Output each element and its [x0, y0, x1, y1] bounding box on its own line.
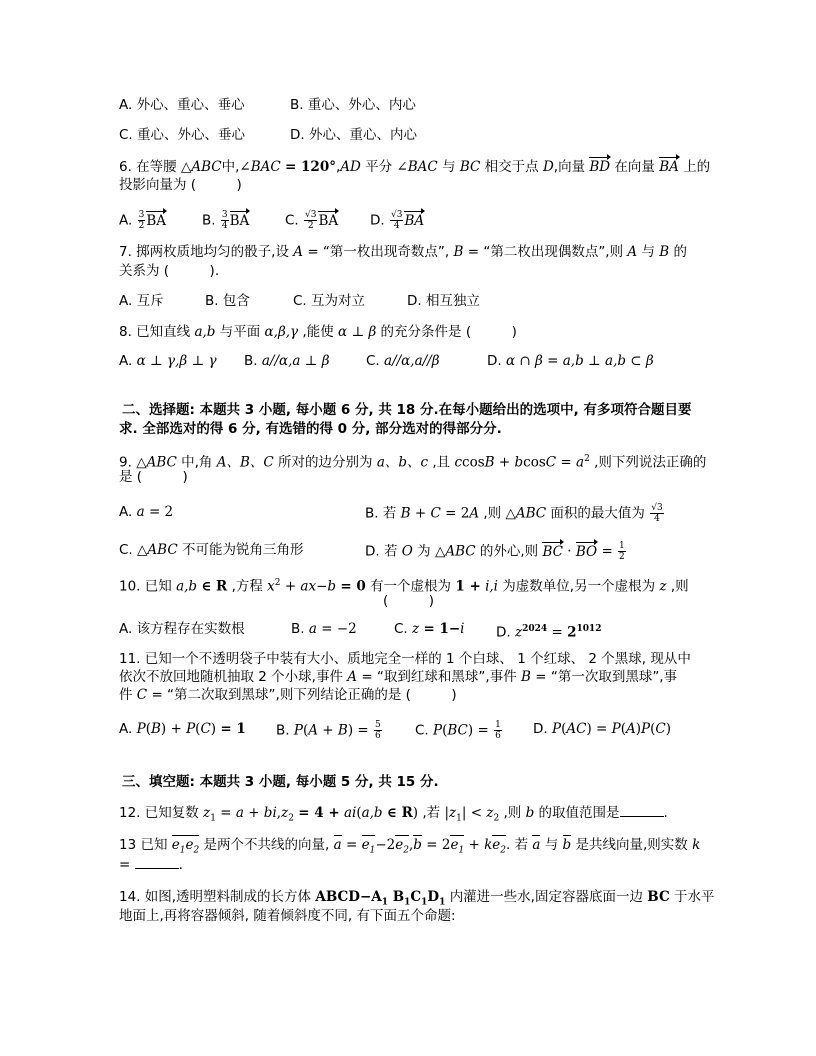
section2-heading-line1: 二、选择题: 本题共 3 小题, 每小题 6 分, 共 18 分.在每小题给出的选项中, 有多项符合题目要 — [122, 402, 692, 418]
q13-answer-blank — [135, 856, 179, 869]
q10-stem-line2: ( ) — [383, 593, 435, 609]
q7-option-c: C. 互为对立 — [293, 293, 366, 309]
q10-option-c: C. z = 1−i — [394, 621, 465, 637]
q8-option-a: A. α ⊥ γ,β ⊥ γ — [119, 353, 217, 369]
q6-stem-line2: 投影向量为 ( ) — [119, 177, 242, 193]
q13-stem-line2: = . — [119, 857, 183, 873]
q9-option-c: C. △ABC 不可能为锐角三角形 — [119, 542, 304, 558]
q11-option-b: B. P(A + B) = $\frac{5}{6}$ — [276, 720, 381, 741]
q9-stem-line2: 是 ( ) — [119, 469, 188, 485]
q7-option-a: A. 互斥 — [119, 293, 164, 309]
q11-option-c: C. P(BC) = $\frac{1}{6}$ — [415, 720, 501, 741]
q7-stem-line1: 7. 掷两枚质地均匀的骰子,设 A = “第一枚出现奇数点”, B = “第二枚出现偶数点”,则 A 与 B 的 — [119, 244, 687, 260]
q10-option-a: A. 该方程存在实数根 — [119, 621, 245, 637]
q8-option-b: B. a//α,a ⊥ β — [244, 353, 330, 369]
q14-stem-line2: 地面上,再将容器倾斜, 随着倾斜度不同, 有下面五个命题: — [119, 908, 456, 924]
q5-option-d: D. 外心、重心、内心 — [290, 127, 417, 143]
q6-option-a: A. $\frac{3}{2}$ BA — [119, 210, 166, 231]
q10-option-b: B. a = −2 — [291, 621, 357, 637]
q5-option-c: C. 重心、外心、垂心 — [119, 127, 246, 143]
q10-stem-line1: 10. 已知 a,b ∈ R ,方程 $x^2 + ax-b = 0$ 有一个虚根为 1 + i,i 为虚数单位,另一个虚根为 z ,则 — [119, 578, 689, 595]
q9-option-d: D. 若 O 为 △ABC 的外心,则 BC · BO = $\frac{1}{2}$ — [365, 541, 625, 562]
q12-answer-blank — [620, 804, 664, 817]
q5-option-b: B. 重心、外心、内心 — [290, 97, 416, 113]
q11-stem-line1: 11. 已知一个不透明袋子中装有大小、质地完全一样的 1 个白球、 1 个红球、 2 个黑球, 现从中 — [119, 651, 691, 667]
q6-stem-line1: 6. 在等腰 △ABC中,∠BAC = 120°,AD 平分 ∠BAC 与 BC 相交于点 D,向量 BD 在向量 BA 上的 — [119, 159, 711, 175]
q10-option-d: D. $z^{2024} = 2^{1012}$ — [496, 624, 602, 641]
section3-heading: 三、填空题: 本题共 3 小题, 每小题 5 分, 共 15 分. — [122, 774, 439, 790]
q11-stem-line3: 件 C = “第二次取到黑球”,则下列结论正确的是 ( ) — [119, 687, 457, 703]
q9-stem-line1: 9. △ABC 中,角 A、B、C 所对的边分别为 a、b、c ,且 $ccosB + bcosC = a^2$ ,则下列说法正确的 — [119, 454, 707, 471]
q7-option-d: D. 相互独立 — [407, 293, 480, 309]
q11-stem-line2: 依次不放回地随机抽取 2 个小球,事件 A = “取到红球和黑球”,事件 B = “第一次取到黑球”,事 — [119, 669, 678, 685]
q9-option-b: B. 若 B + C = 2A ,则 △ABC 面积的最大值为 $\frac{√3}{4}$ — [365, 503, 663, 524]
q11-option-a: A. P(B) + P(C) = 1 — [119, 721, 246, 737]
q14-stem-line1: 14. 如图,透明塑料制成的长方体 $ABCD-A_1$ $B_1C_1D_1$ 内灌进一些水,固定容器底面一边 BC 于水平 — [119, 889, 715, 908]
q9-option-a: A. a = 2 — [119, 504, 174, 520]
q8-stem: 8. 已知直线 a,b 与平面 α,β,γ ,能使 α ⊥ β 的充分条件是 ( ) — [119, 324, 517, 340]
section2-heading-line2: 求. 全部选对的得 6 分, 有选错的得 0 分, 部分选对的得部分分. — [119, 421, 502, 437]
q6-option-c: C. $\frac{√3}{2}$ BA — [285, 210, 339, 231]
q6-option-b: B. $\frac{3}{4}$ BA — [202, 210, 250, 231]
q11-option-d: D. P(AC) = P(A)P(C) — [533, 721, 672, 737]
q13-stem-line1: 13 已知 $e_1e_2$ 是两个不共线的向量, $a = e_1-2e_2,b = 2e_1 + ke_2$. 若 a 与 b 是共线向量,则实数 k — [119, 835, 700, 860]
q7-stem-line2: 关系为 ( ). — [119, 263, 220, 279]
q7-option-b: B. 包含 — [205, 293, 250, 309]
q6-option-d: D. $\frac{√3}{4}$ BA — [370, 210, 425, 231]
q5-option-a: A. 外心、重心、垂心 — [119, 97, 245, 113]
q12-stem: 12. 已知复数 $z_1 = a + bi,z_2 = 4 + ai(a,b$ ∈ R) ,若 $|z_1| < z_2$ ,则 b 的取值范围是 . — [119, 805, 668, 824]
q8-option-c: C. a//α,a//β — [366, 353, 440, 369]
q8-option-d: D. α ∩ β = a,b ⊥ a,b ⊂ β — [487, 353, 654, 369]
